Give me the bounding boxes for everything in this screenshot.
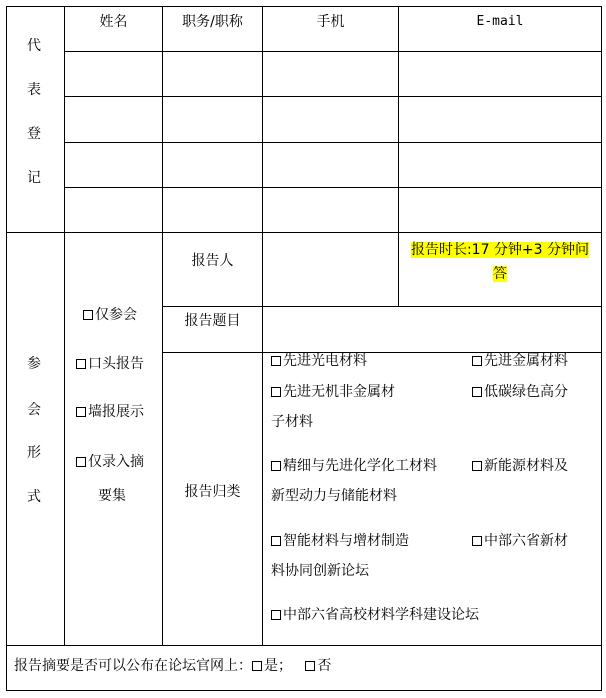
table-cell-position[interactable] <box>164 189 261 231</box>
checkbox-icon[interactable] <box>472 356 482 366</box>
table-cell-position[interactable] <box>164 98 261 141</box>
category-polymer-cont: 子材料 <box>271 414 313 430</box>
part-label-char: 式 <box>27 489 41 505</box>
rep-label-char: 记 <box>27 170 41 186</box>
col-line-3 <box>262 6 263 646</box>
table-cell-name[interactable] <box>66 189 161 231</box>
option-attend-only[interactable]: 仅参会 <box>83 306 137 324</box>
table-cell-name[interactable] <box>66 144 161 186</box>
presenter-input[interactable] <box>264 234 397 305</box>
checkbox-icon[interactable] <box>252 661 262 671</box>
table-cell-position[interactable] <box>164 53 261 95</box>
row-line-presenter <box>162 306 602 307</box>
checkbox-icon[interactable] <box>76 407 86 417</box>
table-border-top <box>6 6 602 7</box>
publish-question: 报告摘要是否可以公布在论坛官网上： 是； 否 <box>14 658 332 674</box>
checkbox-icon[interactable] <box>271 461 281 471</box>
category-university-discipline[interactable]: 中部六省高校材料学科建设论坛 <box>271 606 479 624</box>
rep-label-char: 代 <box>27 38 41 54</box>
section-divider <box>6 232 602 233</box>
category-smart-additive[interactable]: 智能材料与增材制造 <box>271 532 409 550</box>
option-oral-report[interactable]: 口头报告 <box>76 355 144 373</box>
table-cell-phone[interactable] <box>264 189 397 231</box>
checkbox-icon[interactable] <box>472 536 482 546</box>
table-border-right <box>601 6 602 691</box>
report-title-label: 报告题目 <box>184 313 241 329</box>
report-title-input[interactable] <box>264 308 600 351</box>
header-email: E-mail <box>476 14 524 29</box>
category-inorganic[interactable]: 先进无机非金属材 <box>271 383 395 401</box>
col-line-1 <box>64 6 65 646</box>
presenter-label: 报告人 <box>191 253 234 269</box>
category-forum-cont: 料协同创新论坛 <box>271 563 369 579</box>
row-line-4 <box>64 187 602 188</box>
header-phone: 手机 <box>316 14 345 30</box>
table-border-bottom <box>6 690 602 691</box>
option-abstract-only[interactable]: 仅录入摘 <box>76 453 144 471</box>
table-cell-phone[interactable] <box>264 144 397 186</box>
category-metal[interactable]: 先进金属材料 <box>472 352 568 370</box>
checkbox-icon[interactable] <box>472 461 482 471</box>
row-line-1 <box>64 51 602 52</box>
table-cell-email[interactable] <box>400 144 600 186</box>
category-label: 报告归类 <box>184 484 241 500</box>
part-label-char: 参 <box>27 356 41 372</box>
duration-note: 报告时长:17 分钟+3 分钟问 答 <box>410 242 590 282</box>
checkbox-icon[interactable] <box>271 610 281 620</box>
rep-label-char: 登 <box>27 126 41 142</box>
option-abstract-only-cont: 要集 <box>98 488 126 504</box>
category-low-carbon-polymer[interactable]: 低碳绿色高分 <box>472 383 568 401</box>
option-poster[interactable]: 墙报展示 <box>76 403 144 421</box>
checkbox-icon[interactable] <box>305 661 315 671</box>
table-cell-name[interactable] <box>66 53 161 95</box>
category-new-energy[interactable]: 新能源材料及 <box>472 457 568 475</box>
row-line-2 <box>64 96 602 97</box>
table-cell-phone[interactable] <box>264 98 397 141</box>
checkbox-icon[interactable] <box>76 457 86 467</box>
rep-label-char: 表 <box>27 82 41 98</box>
header-position: 职务/职称 <box>182 14 243 30</box>
part-label-char: 形 <box>27 445 41 461</box>
table-cell-position[interactable] <box>164 144 261 186</box>
table-cell-name[interactable] <box>66 98 161 141</box>
checkbox-icon[interactable] <box>83 310 93 320</box>
checkbox-icon[interactable] <box>271 536 281 546</box>
checkbox-icon[interactable] <box>76 359 86 369</box>
checkbox-icon[interactable] <box>271 387 281 397</box>
row-line-3 <box>64 142 602 143</box>
table-cell-email[interactable] <box>400 189 600 231</box>
checkbox-icon[interactable] <box>472 387 482 397</box>
checkbox-icon[interactable] <box>271 356 281 366</box>
table-cell-email[interactable] <box>400 98 600 141</box>
part-label-char: 会 <box>27 402 41 418</box>
category-central-six-provinces[interactable]: 中部六省新材 <box>472 532 568 550</box>
header-name: 姓名 <box>99 14 128 30</box>
table-border-left <box>6 6 7 691</box>
category-chemical[interactable]: 精细与先进化学化工材料 <box>271 457 437 475</box>
table-cell-phone[interactable] <box>264 53 397 95</box>
category-energy-storage: 新型动力与储能材料 <box>271 488 397 504</box>
table-cell-email[interactable] <box>400 53 600 95</box>
row-line-footer <box>6 645 602 646</box>
category-photoelectric[interactable]: 先进光电材料 <box>271 352 367 370</box>
